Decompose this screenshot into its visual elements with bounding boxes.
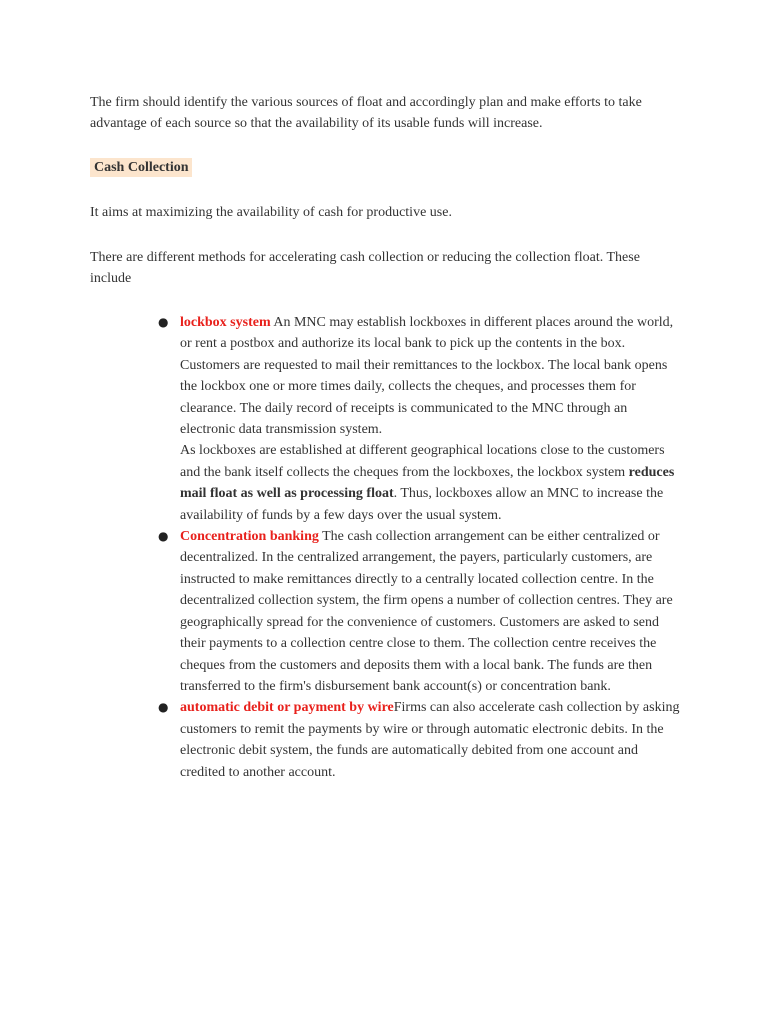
- heading-container: [90, 158, 192, 177]
- aim-paragraph: It aims at maximizing the availability of cash for productive use.: [90, 205, 452, 220]
- lockbox-para2-bold: reduces mail float as well as processing float: [180, 464, 675, 502]
- section-heading: Cash Collection: [90, 158, 192, 177]
- bullet-icon: ●: [158, 700, 169, 715]
- methods-list: [158, 312, 680, 783]
- term-lockbox-system: lockbox system: [180, 315, 271, 330]
- list-item-concentration-banking: [158, 526, 680, 697]
- methods-paragraph: There are different methods for accelerating cash collection or reducing the collection float. These include: [90, 250, 640, 286]
- bullet-icon: ●: [158, 529, 169, 544]
- intro-paragraph: The firm should identify the various sources of float and accordingly plan and make efforts to take advantage of each source so that the availability of its usable funds will increase.: [90, 95, 642, 131]
- lockbox-description: An MNC may establish lockboxes in different places around the world, or rent a postbox and authorize its local bank to pick up the contents in the box. Customers are requested to mail their remittances to the lockbox. The local bank opens the lockbox one or more times daily, collects the cheques, and processes them for clearance. The daily record of receipts is communicated to the MNC through an electronic data transmission system.: [180, 315, 674, 438]
- lockbox-para2-start: As lockboxes are established at different geographical locations close to the customers and the bank itself collects the cheques from the lockboxes, the lockbox system: [180, 443, 665, 480]
- term-automatic-debit: automatic debit or payment by wire: [180, 700, 394, 716]
- lockbox-para2-end: . Thus, lockboxes allow an MNC to increase the availability of funds by a few days over the usual system.: [180, 486, 664, 523]
- bullet-icon: ●: [158, 315, 169, 329]
- list-item-lockbox: [158, 312, 680, 526]
- concentration-banking-description: The cash collection arrangement can be either centralized or decentralized. In the centralized arrangement, the payers, particularly customers, are instructed to make remittances directly to a centrally located collection centre. In the decentralized collection system, the firm opens a number of collection centres. They are geographically spread for the convenience of customers. Customers are asked to send their payments to a collection centre close to them. The collection centre receives the cheques from the customers and deposits them with a local bank. The funds are then transferred to the firm's disbursement bank account(s) or concentration bank.: [180, 529, 673, 694]
- automatic-debit-description: Firms can also accelerate cash collection by asking customers to remit the payments by wire or through automatic electronic debits. In the electronic debit system, the funds are automatically debited from one account and credited to another account.: [180, 700, 680, 780]
- list-item-automatic-debit: [158, 697, 680, 783]
- term-concentration-banking: Concentration banking: [180, 529, 319, 545]
